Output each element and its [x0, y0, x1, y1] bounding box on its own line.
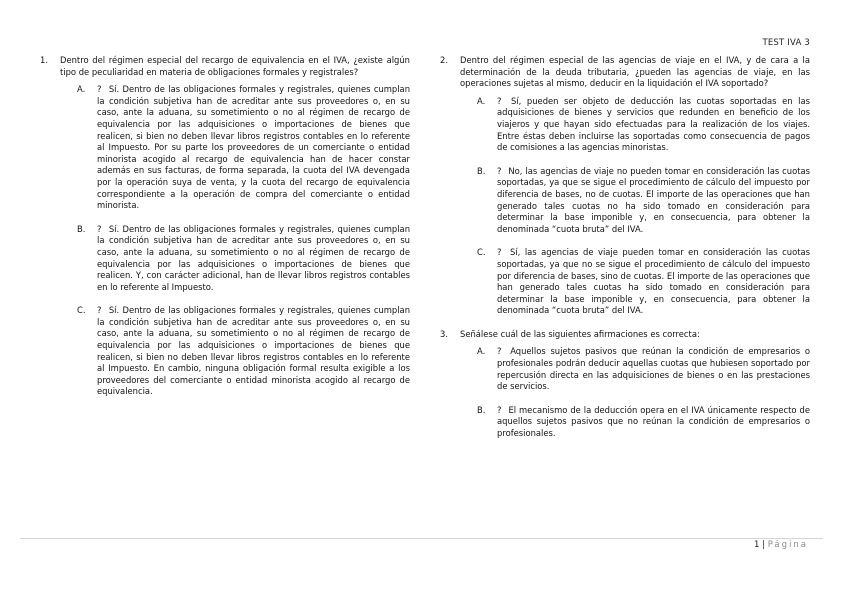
footer-divider	[20, 538, 823, 539]
option-letter: B.	[477, 165, 486, 176]
option-letter: B.	[77, 223, 86, 234]
right-column	[440, 55, 810, 452]
option-2a	[460, 96, 810, 154]
option-text: El mecanismo de la deducción opera en el IVA únicamente respecto de aquellos sujetos pasivos que no reúnan la condición de empresarios o profesionales.	[497, 404, 810, 439]
page-number: 1	[753, 540, 760, 550]
option-letter: A.	[477, 346, 486, 357]
option-marker-icon: ?	[97, 305, 102, 316]
option-text: Sí. Dentro de las obligaciones formales y registrales, quienes cumplan la condición subjetiva han de acreditar ante sus proveedores o, en su caso, ante la aduana, su sometimiento o no al régimen de recargo de equivalencia por las adquisiciones o importaciones de bienes que realicen, si bien no deben llevar libros registros contables en lo referente al Impuesto. En cambio, ninguna obligación formal resulta exigible a los proveedores del comerciante o entidad minorista acogido al recargo de equivalencia.	[97, 305, 411, 397]
option-3b	[460, 405, 810, 440]
option-text: Sí, pueden ser objeto de deducción las cuotas soportadas en las adquisiciones de bienes y servicios que redunden en beneficio de los viajeros y que hayan sido efectuadas para la realización de los viajes. Entre éstas deben incluirse las soportadas como consecuencia de pagos de comisiones a las agencias minoristas.	[497, 95, 810, 153]
option-1a	[60, 84, 410, 212]
option-marker-icon: ?	[497, 404, 502, 415]
option-marker-icon: ?	[497, 247, 502, 258]
question-number: 1.	[40, 55, 48, 65]
option-1b	[60, 224, 410, 294]
option-marker-icon: ?	[497, 165, 502, 176]
option-letter: A.	[477, 95, 486, 106]
option-marker-icon: ?	[97, 223, 102, 234]
question-text: Dentro del régimen especial del recargo de equivalencia en el IVA, ¿existe algún tipo de peculiaridad en materia de obligaciones formales y registrales?	[60, 55, 410, 77]
question-2	[440, 55, 810, 317]
page-label: Página	[767, 540, 808, 550]
option-text: Sí. Dentro de las obligaciones formales y registrales, quienes cumplan la condición subjetiva han de acreditar ante sus proveedores o, en su caso, ante la aduana, su sometimiento o no al régimen de recargo de equivalencia por las adquisiciones o importaciones de bienes que realicen. Y, con carácter adicional, han de llevar libros registros contables en lo referente al Impuesto.	[97, 223, 411, 292]
question-text: Señálese cuál de las siguientes afirmaciones es correcta:	[460, 328, 700, 339]
option-3a	[460, 346, 810, 392]
question-1	[40, 55, 410, 398]
option-marker-icon: ?	[97, 84, 102, 95]
option-text: No, las agencias de viaje no pueden tomar en consideración las cuotas soportadas, ya que se sigue el procedimiento de cálculo del impuesto por diferencia de bases, no de cuotas. El importe de las operaciones que han generado tales cuotas no ha sido tomado en consideración para determinar la base imponible y, en consecuencia, para obtener la denominada “cuota bruta” del IVA.	[497, 165, 810, 234]
footer-separator: |	[762, 540, 765, 550]
option-text: Sí. Dentro de las obligaciones formales y registrales, quienes cumplan la condición subjetiva han de acreditar ante sus proveedores o, en su caso, ante la aduana, su sometimiento o no al régimen de recargo de equivalencia por las adquisiciones o importaciones de bienes que realicen, si bien no deben llevar libros registros contables en lo referente al Impuesto. Por su parte los proveedores de un comerciante o entidad minorista acogido al recargo de equivalencia han de hacer constar además en sus facturas, de forma separada, la cuota del IVA devengada por la operación suya de venta, y la cuota del recargo de equivalencia correspondiente a la operación de compra del comerciante o entidad minorista.	[97, 84, 411, 211]
option-letter: C.	[477, 247, 486, 258]
option-text: Sí, las agencias de viaje pueden tomar en consideración las cuotas soportadas, ya que no se sigue el procedimiento de cálculo del impuesto por diferencia de bases, sino de cuotas. El importe de las operaciones que han generado tales cuotas ha sido tomado en consideración para determinar la base imponible y, en consecuencia, para obtener la denominada “cuota bruta” del IVA.	[497, 247, 810, 316]
option-2b	[460, 166, 810, 236]
option-2c	[460, 247, 810, 317]
question-3	[440, 329, 810, 440]
document-header-title: TEST IVA 3	[762, 38, 810, 48]
page-footer	[754, 540, 808, 550]
question-text: Dentro del régimen especial de las agencias de viaje en el IVA, y de cara a la determinación de la deuda tributaria, ¿pueden las agencias de viaje, en las operaciones sujetas al mismo, deducir en la liquidación el IVA soportado?	[460, 55, 810, 89]
question-number: 3.	[440, 328, 448, 339]
option-1c	[60, 305, 410, 398]
left-column	[40, 55, 410, 410]
option-letter: B.	[477, 404, 486, 415]
option-marker-icon: ?	[497, 95, 502, 106]
option-letter: A.	[77, 84, 86, 95]
question-number: 2.	[440, 55, 448, 65]
option-text: Aquellos sujetos pasivos que reúnan la condición de empresarios o profesionales podrán deducir aquellas cuotas que hubiesen soportado por repercusión directa en las adquisiciones de bienes o en las prestaciones de servicios.	[497, 346, 810, 392]
option-letter: C.	[77, 305, 86, 316]
option-marker-icon: ?	[497, 346, 502, 357]
